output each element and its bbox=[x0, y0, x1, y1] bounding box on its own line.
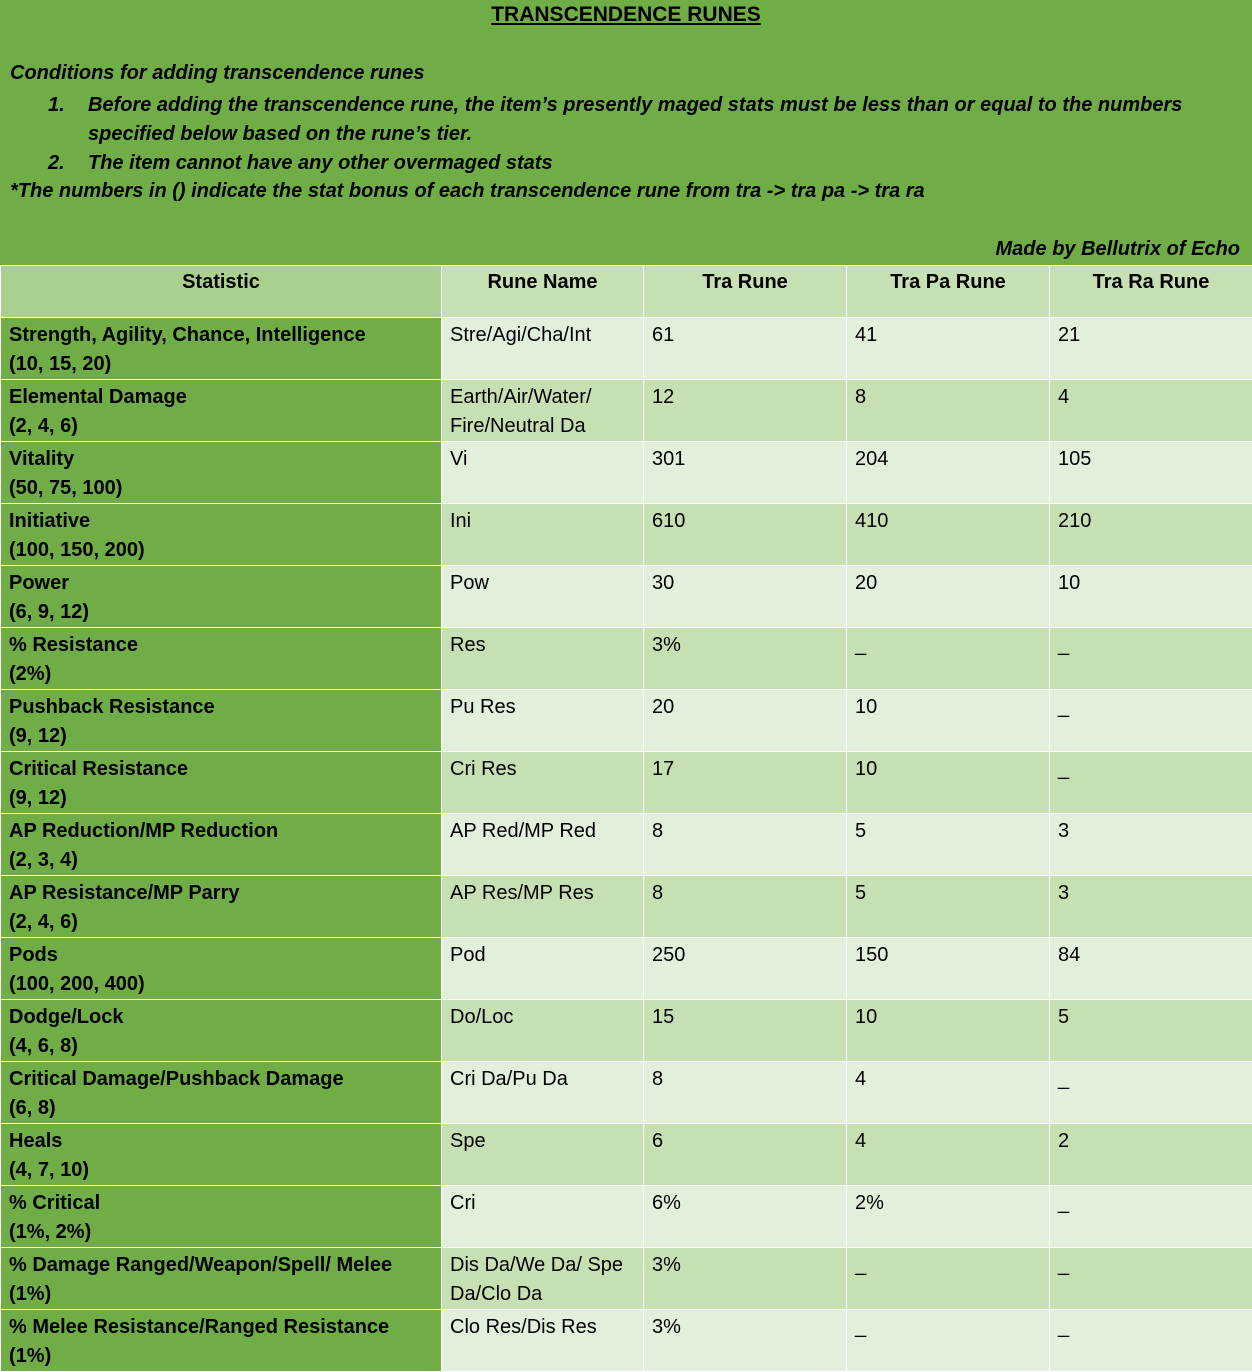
tra-ra-rune-cell: 3 bbox=[1050, 814, 1252, 876]
document-title: TRANSCENDENCE RUNES bbox=[0, 3, 1252, 27]
statistic-name: % Melee Resistance/Ranged Resistance bbox=[9, 1313, 433, 1342]
statistic-bonus: (2, 4, 6) bbox=[9, 908, 433, 937]
statistic-cell bbox=[1, 442, 442, 504]
table-row bbox=[1, 628, 1252, 690]
tra-pa-rune-cell: _ bbox=[847, 628, 1050, 690]
statistic-bonus: (2, 3, 4) bbox=[9, 846, 433, 875]
tra-ra-rune-cell: _ bbox=[1050, 690, 1252, 752]
statistic-bonus: (50, 75, 100) bbox=[9, 474, 433, 503]
table-row bbox=[1, 938, 1252, 1000]
statistic-cell bbox=[1, 1186, 442, 1248]
tra-rune-cell: 8 bbox=[644, 814, 847, 876]
column-header-tra-rune: Tra Rune bbox=[644, 266, 847, 318]
tra-pa-rune-cell: 20 bbox=[847, 566, 1050, 628]
tra-rune-cell: 17 bbox=[644, 752, 847, 814]
tra-pa-rune-cell: _ bbox=[847, 1310, 1050, 1372]
tra-rune-cell: 301 bbox=[644, 442, 847, 504]
statistic-name: Heals bbox=[9, 1127, 433, 1156]
bonus-note: *The numbers in () indicate the stat bonus of each transcendence rune from tra -> tra pa -> tra ra bbox=[10, 180, 925, 203]
rune-name-cell: Res bbox=[442, 628, 644, 690]
statistic-bonus: (1%) bbox=[9, 1342, 433, 1371]
tra-rune-cell: 8 bbox=[644, 876, 847, 938]
tra-rune-cell: 15 bbox=[644, 1000, 847, 1062]
condition-item bbox=[0, 91, 1252, 149]
tra-ra-rune-cell: _ bbox=[1050, 1248, 1252, 1310]
rune-name-cell: Vi bbox=[442, 442, 644, 504]
rune-name-cell: Do/Loc bbox=[442, 1000, 644, 1062]
tra-rune-cell: 610 bbox=[644, 504, 847, 566]
tra-ra-rune-cell: 10 bbox=[1050, 566, 1252, 628]
statistic-name: Power bbox=[9, 569, 433, 598]
rune-table bbox=[0, 265, 1252, 1372]
tra-pa-rune-cell: 8 bbox=[847, 380, 1050, 442]
tra-ra-rune-cell: _ bbox=[1050, 1062, 1252, 1124]
table-row bbox=[1, 1248, 1252, 1310]
table-row bbox=[1, 504, 1252, 566]
statistic-bonus: (10, 15, 20) bbox=[9, 350, 433, 379]
rune-name-cell: Pu Res bbox=[442, 690, 644, 752]
rune-name-cell: Cri bbox=[442, 1186, 644, 1248]
tra-ra-rune-cell: 21 bbox=[1050, 318, 1252, 380]
table-row bbox=[1, 566, 1252, 628]
rune-name-cell: Spe bbox=[442, 1124, 644, 1186]
column-header-rune-name: Rune Name bbox=[442, 266, 644, 318]
statistic-name: % Damage Ranged/Weapon/Spell/ Melee bbox=[9, 1251, 433, 1280]
statistic-cell bbox=[1, 1124, 442, 1186]
tra-ra-rune-cell: 105 bbox=[1050, 442, 1252, 504]
rune-name-cell: Cri Res bbox=[442, 752, 644, 814]
statistic-bonus: (2%) bbox=[9, 660, 433, 689]
tra-pa-rune-cell: 150 bbox=[847, 938, 1050, 1000]
statistic-cell bbox=[1, 380, 442, 442]
table-row bbox=[1, 1124, 1252, 1186]
condition-item bbox=[0, 149, 1252, 178]
tra-pa-rune-cell: _ bbox=[847, 1248, 1050, 1310]
tra-rune-cell: 250 bbox=[644, 938, 847, 1000]
conditions-list bbox=[0, 91, 1252, 178]
statistic-cell bbox=[1, 1062, 442, 1124]
tra-rune-cell: 8 bbox=[644, 1062, 847, 1124]
column-header-statistic: Statistic bbox=[1, 266, 442, 318]
statistic-bonus: (1%, 2%) bbox=[9, 1218, 433, 1247]
statistic-cell bbox=[1, 752, 442, 814]
statistic-cell bbox=[1, 1310, 442, 1372]
statistic-cell bbox=[1, 504, 442, 566]
table-row bbox=[1, 690, 1252, 752]
tra-ra-rune-cell: 210 bbox=[1050, 504, 1252, 566]
table-row bbox=[1, 318, 1252, 380]
tra-pa-rune-cell: 2% bbox=[847, 1186, 1050, 1248]
statistic-name: AP Resistance/MP Parry bbox=[9, 879, 433, 908]
condition-number: 1. bbox=[48, 91, 65, 120]
rune-name-cell: AP Res/MP Res bbox=[442, 876, 644, 938]
statistic-cell bbox=[1, 690, 442, 752]
statistic-bonus: (4, 6, 8) bbox=[9, 1032, 433, 1061]
tra-pa-rune-cell: 5 bbox=[847, 814, 1050, 876]
statistic-name: Vitality bbox=[9, 445, 433, 474]
tra-pa-rune-cell: 10 bbox=[847, 752, 1050, 814]
rune-name-cell: Pod bbox=[442, 938, 644, 1000]
statistic-name: Critical Resistance bbox=[9, 755, 433, 784]
statistic-name: Critical Damage/Pushback Damage bbox=[9, 1065, 433, 1094]
statistic-bonus: (6, 8) bbox=[9, 1094, 433, 1123]
document-header bbox=[0, 0, 1252, 265]
tra-ra-rune-cell: _ bbox=[1050, 1310, 1252, 1372]
table-body bbox=[1, 318, 1252, 1372]
rune-name-cell: AP Red/MP Red bbox=[442, 814, 644, 876]
tra-ra-rune-cell: 5 bbox=[1050, 1000, 1252, 1062]
tra-pa-rune-cell: 204 bbox=[847, 442, 1050, 504]
table-row bbox=[1, 1062, 1252, 1124]
rune-name-cell: Clo Res/Dis Res bbox=[442, 1310, 644, 1372]
tra-rune-cell: 12 bbox=[644, 380, 847, 442]
rune-name-cell: Earth/Air/Water/ Fire/Neutral Da bbox=[442, 380, 644, 442]
tra-rune-cell: 30 bbox=[644, 566, 847, 628]
table-row bbox=[1, 814, 1252, 876]
statistic-name: Pushback Resistance bbox=[9, 693, 433, 722]
statistic-bonus: (2, 4, 6) bbox=[9, 412, 433, 441]
statistic-cell bbox=[1, 938, 442, 1000]
tra-ra-rune-cell: _ bbox=[1050, 628, 1252, 690]
statistic-cell bbox=[1, 318, 442, 380]
statistic-name: Elemental Damage bbox=[9, 383, 433, 412]
statistic-bonus: (100, 200, 400) bbox=[9, 970, 433, 999]
rune-name-cell: Pow bbox=[442, 566, 644, 628]
table-row bbox=[1, 1310, 1252, 1372]
tra-rune-cell: 61 bbox=[644, 318, 847, 380]
condition-number: 2. bbox=[48, 149, 65, 178]
statistic-bonus: (9, 12) bbox=[9, 784, 433, 813]
tra-pa-rune-cell: 410 bbox=[847, 504, 1050, 566]
table-row bbox=[1, 1186, 1252, 1248]
tra-pa-rune-cell: 10 bbox=[847, 690, 1050, 752]
table-row bbox=[1, 380, 1252, 442]
condition-text: Before adding the transcendence rune, the item’s presently maged stats must be less than or equal to the numbers specified below based on the rune’s tier. bbox=[88, 94, 1182, 145]
table-row bbox=[1, 442, 1252, 504]
tra-pa-rune-cell: 4 bbox=[847, 1124, 1050, 1186]
rune-name-cell: Cri Da/Pu Da bbox=[442, 1062, 644, 1124]
rune-name-cell: Dis Da/We Da/ Spe Da/Clo Da bbox=[442, 1248, 644, 1310]
condition-text: The item cannot have any other overmaged stats bbox=[88, 152, 553, 174]
statistic-name: Strength, Agility, Chance, Intelligence bbox=[9, 321, 433, 350]
statistic-bonus: (100, 150, 200) bbox=[9, 536, 433, 565]
statistic-bonus: (1%) bbox=[9, 1280, 433, 1309]
tra-rune-cell: 3% bbox=[644, 1248, 847, 1310]
column-header-tra-pa-rune: Tra Pa Rune bbox=[847, 266, 1050, 318]
statistic-cell bbox=[1, 814, 442, 876]
tra-pa-rune-cell: 5 bbox=[847, 876, 1050, 938]
statistic-bonus: (6, 9, 12) bbox=[9, 598, 433, 627]
tra-ra-rune-cell: 2 bbox=[1050, 1124, 1252, 1186]
statistic-name: Dodge/Lock bbox=[9, 1003, 433, 1032]
statistic-name: % Resistance bbox=[9, 631, 433, 660]
tra-rune-cell: 3% bbox=[644, 1310, 847, 1372]
statistic-name: Initiative bbox=[9, 507, 433, 536]
conditions-heading: Conditions for adding transcendence runes bbox=[10, 62, 425, 85]
tra-rune-cell: 6 bbox=[644, 1124, 847, 1186]
tra-pa-rune-cell: 10 bbox=[847, 1000, 1050, 1062]
statistic-cell bbox=[1, 876, 442, 938]
tra-rune-cell: 20 bbox=[644, 690, 847, 752]
statistic-bonus: (4, 7, 10) bbox=[9, 1156, 433, 1185]
statistic-bonus: (9, 12) bbox=[9, 722, 433, 751]
tra-pa-rune-cell: 41 bbox=[847, 318, 1050, 380]
tra-rune-cell: 3% bbox=[644, 628, 847, 690]
tra-ra-rune-cell: 3 bbox=[1050, 876, 1252, 938]
statistic-cell bbox=[1, 1248, 442, 1310]
table-row bbox=[1, 876, 1252, 938]
table-row bbox=[1, 752, 1252, 814]
table-row bbox=[1, 1000, 1252, 1062]
statistic-cell bbox=[1, 628, 442, 690]
author-credit: Made by Bellutrix of Echo bbox=[996, 238, 1240, 261]
tra-rune-cell: 6% bbox=[644, 1186, 847, 1248]
tra-ra-rune-cell: _ bbox=[1050, 1186, 1252, 1248]
statistic-name: AP Reduction/MP Reduction bbox=[9, 817, 433, 846]
table-header-row bbox=[1, 266, 1252, 318]
column-header-tra-ra-rune: Tra Ra Rune bbox=[1050, 266, 1252, 318]
rune-name-cell: Stre/Agi/Cha/Int bbox=[442, 318, 644, 380]
rune-name-cell: Ini bbox=[442, 504, 644, 566]
tra-ra-rune-cell: 84 bbox=[1050, 938, 1252, 1000]
tra-ra-rune-cell: _ bbox=[1050, 752, 1252, 814]
statistic-cell bbox=[1, 566, 442, 628]
statistic-name: Pods bbox=[9, 941, 433, 970]
statistic-cell bbox=[1, 1000, 442, 1062]
tra-ra-rune-cell: 4 bbox=[1050, 380, 1252, 442]
tra-pa-rune-cell: 4 bbox=[847, 1062, 1050, 1124]
statistic-name: % Critical bbox=[9, 1189, 433, 1218]
